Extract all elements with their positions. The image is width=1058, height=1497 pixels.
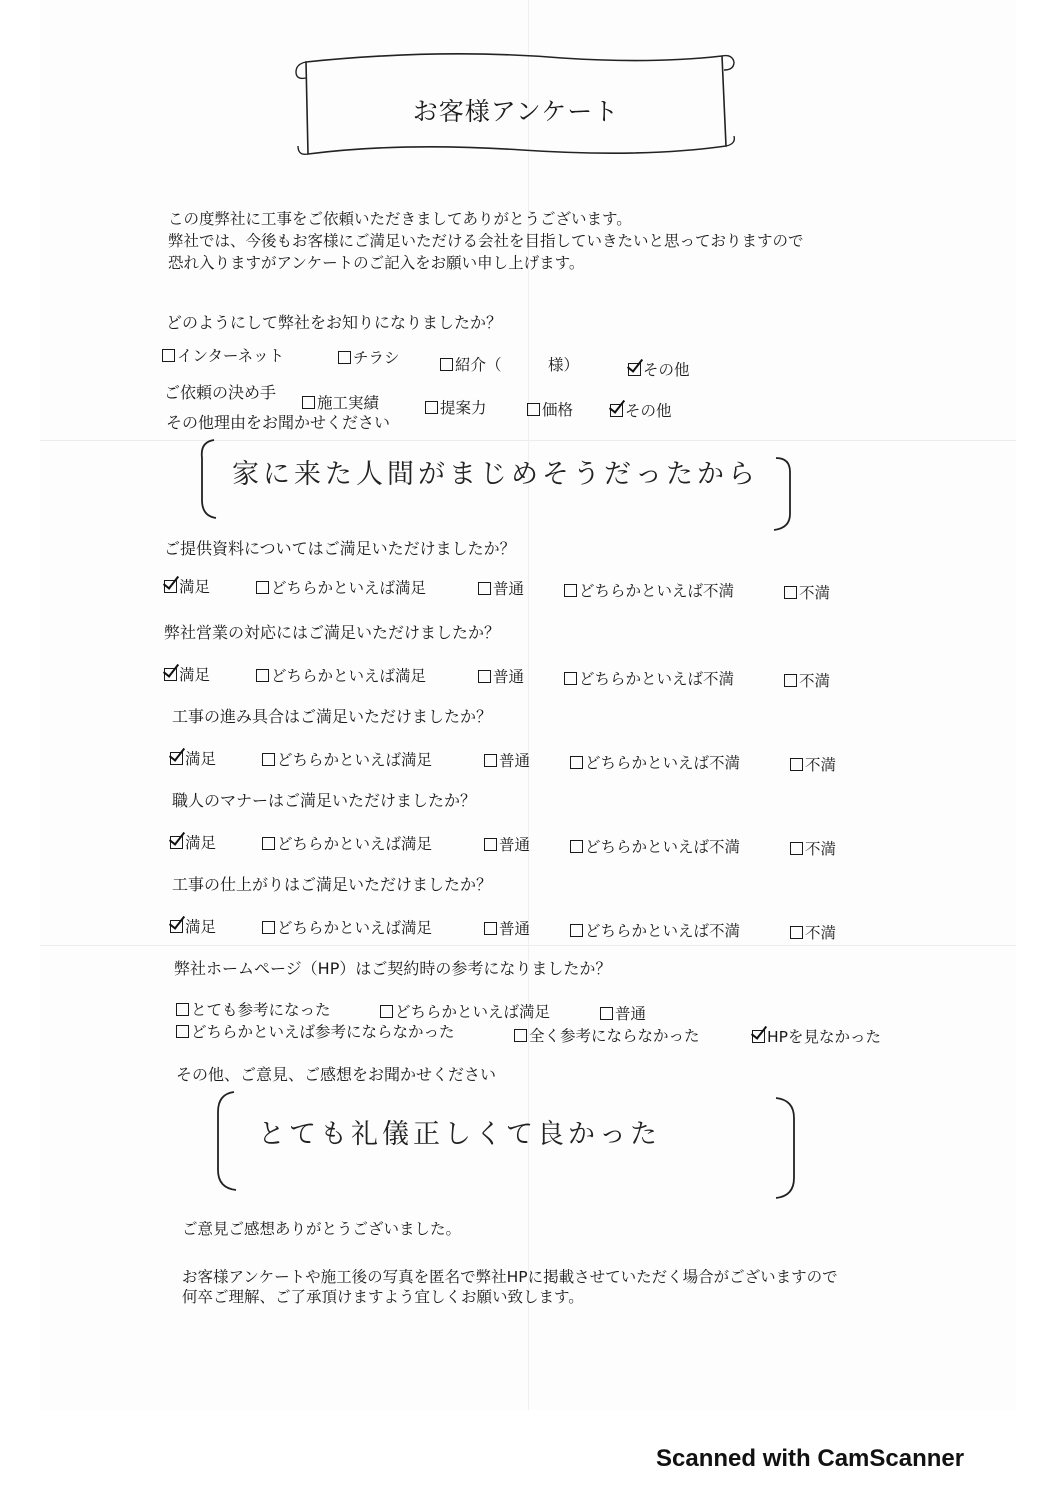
rating-option[interactable]: どちらかといえば満足: [262, 835, 432, 853]
checkbox-checked[interactable]: [170, 752, 183, 765]
checkbox[interactable]: [570, 924, 583, 937]
checkbox[interactable]: [600, 1007, 613, 1020]
closing-line: ご意見ご感想ありがとうございました。: [182, 1220, 462, 1238]
rating-option[interactable]: 満足: [170, 834, 216, 852]
reason-answer[interactable]: 家に来た人間がまじめそうだったから: [232, 459, 759, 490]
checkbox[interactable]: [564, 584, 577, 597]
question-decision: ご依頼の決め手: [164, 383, 277, 402]
right-bracket: [772, 1094, 800, 1202]
closing-line: お客様アンケートや施工後の写真を匿名で弊社HPに掲載させていただく場合がございますので: [182, 1268, 838, 1286]
rating-option[interactable]: どちらかといえば不満: [564, 582, 734, 600]
checkbox[interactable]: [176, 1025, 189, 1038]
rating-option[interactable]: どちらかといえば不満: [564, 670, 734, 688]
checkbox[interactable]: [527, 403, 540, 416]
checkbox[interactable]: [790, 842, 803, 855]
rating-option[interactable]: 満足: [164, 578, 210, 596]
checkbox[interactable]: [338, 351, 351, 364]
checkbox[interactable]: [440, 358, 453, 371]
question-source: どのようにして弊社をお知りになりましたか？: [166, 313, 503, 332]
option-price[interactable]: 価格: [527, 401, 573, 419]
checkbox[interactable]: [790, 926, 803, 939]
rating-option[interactable]: 満足: [170, 750, 216, 768]
rating-question: 工事の進み具合はご満足いただけましたか？: [172, 707, 493, 726]
option-proposal[interactable]: 提案力: [425, 399, 487, 417]
option-hp-neutral[interactable]: 普通: [600, 1005, 646, 1023]
checkbox-checked[interactable]: [164, 668, 177, 681]
rating-question: 職人のマナーはご満足いただけましたか？: [172, 791, 477, 810]
checkbox-checked[interactable]: [628, 363, 641, 376]
title-banner: [292, 50, 740, 168]
checkbox[interactable]: [564, 672, 577, 685]
checkbox[interactable]: [425, 401, 438, 414]
option-hp-not-helpful[interactable]: どちらかといえば参考にならなかった: [176, 1023, 455, 1041]
rating-option[interactable]: どちらかといえば満足: [262, 751, 432, 769]
rating-option[interactable]: どちらかといえば満足: [256, 579, 426, 597]
option-other[interactable]: その他: [628, 361, 690, 379]
rating-option[interactable]: 不満: [790, 756, 836, 774]
rating-option[interactable]: どちらかといえば満足: [262, 919, 432, 937]
rating-option[interactable]: 満足: [164, 666, 210, 684]
rating-question: 弊社営業の対応にはご満足いただけましたか？: [164, 623, 501, 642]
checkbox[interactable]: [256, 669, 269, 682]
rating-option[interactable]: どちらかといえば不満: [570, 922, 740, 940]
intro-line: 恐れ入りますがアンケートのご記入をお願い申し上げます。: [168, 254, 585, 272]
option-track-record[interactable]: 施工実績: [302, 394, 379, 412]
checkbox[interactable]: [484, 838, 497, 851]
intro-line: この度弊社に工事をご依頼いただきましてありがとうございます。: [168, 210, 632, 228]
checkbox[interactable]: [262, 921, 275, 934]
rating-option[interactable]: どちらかといえば不満: [570, 838, 740, 856]
rating-option[interactable]: 普通: [484, 920, 530, 938]
checkbox[interactable]: [570, 756, 583, 769]
checkbox-checked[interactable]: [170, 836, 183, 849]
reason-prompt: その他理由をお聞かせください: [166, 413, 391, 432]
rating-option[interactable]: 普通: [478, 668, 524, 686]
checkbox[interactable]: [570, 840, 583, 853]
rating-question: ご提供資料についてはご満足いただけましたか？: [164, 539, 516, 558]
question-hp: 弊社ホームページ（HP）はご契約時の参考になりましたか？: [174, 959, 612, 978]
checkbox[interactable]: [478, 670, 491, 683]
checkbox[interactable]: [484, 922, 497, 935]
checkbox-checked[interactable]: [170, 920, 183, 933]
checkbox[interactable]: [784, 674, 797, 687]
checkbox[interactable]: [176, 1003, 189, 1016]
rating-option[interactable]: どちらかといえば満足: [256, 667, 426, 685]
checkbox[interactable]: [784, 586, 797, 599]
option-flyer[interactable]: チラシ: [338, 349, 400, 367]
rating-option[interactable]: 不満: [790, 840, 836, 858]
rating-option[interactable]: 普通: [478, 580, 524, 598]
left-bracket: [196, 438, 218, 522]
page-title: お客様アンケート: [412, 97, 620, 126]
comment-prompt: その他、ご意見、ご感想をお聞かせください: [176, 1065, 497, 1084]
checkbox-checked[interactable]: [610, 404, 623, 417]
rating-question: 工事の仕上がりはご満足いただけましたか？: [172, 875, 493, 894]
checkbox[interactable]: [790, 758, 803, 771]
comment-answer[interactable]: とても礼儀正しくて良かった: [258, 1119, 661, 1150]
option-other[interactable]: その他: [610, 402, 672, 420]
right-bracket: [772, 454, 798, 534]
checkbox[interactable]: [256, 581, 269, 594]
option-hp-not-at-all[interactable]: 全く参考にならなかった: [514, 1027, 700, 1045]
rating-option[interactable]: 不満: [784, 672, 830, 690]
checkbox[interactable]: [514, 1029, 527, 1042]
option-internet[interactable]: インターネット: [162, 347, 284, 365]
rating-option[interactable]: 不満: [790, 924, 836, 942]
intro-line: 弊社では、今後もお客様にご満足いただける会社を目指していきたいと思っておりますので: [168, 232, 804, 250]
checkbox[interactable]: [380, 1005, 393, 1018]
camscanner-watermark: Scanned with CamScanner: [656, 1445, 965, 1472]
checkbox[interactable]: [478, 582, 491, 595]
option-hp-somewhat[interactable]: どちらかといえば満足: [380, 1003, 550, 1021]
rating-option[interactable]: 不満: [784, 584, 830, 602]
rating-option[interactable]: 普通: [484, 836, 530, 854]
checkbox-checked[interactable]: [164, 580, 177, 593]
left-bracket: [212, 1090, 238, 1194]
checkbox[interactable]: [302, 396, 315, 409]
closing-line: 何卒ご理解、ご了承頂けますよう宜しくお願い致します。: [182, 1288, 584, 1306]
rating-option[interactable]: どちらかといえば不満: [570, 754, 740, 772]
checkbox[interactable]: [262, 837, 275, 850]
option-hp-did-not-see[interactable]: HPを見なかった: [752, 1028, 881, 1046]
rating-option[interactable]: 満足: [170, 918, 216, 936]
checkbox[interactable]: [262, 753, 275, 766]
option-hp-very-helpful[interactable]: とても参考になった: [176, 1001, 331, 1019]
rating-option[interactable]: 普通: [484, 752, 530, 770]
checkbox[interactable]: [484, 754, 497, 767]
option-referral[interactable]: 紹介（ 様）: [440, 356, 579, 374]
checkbox[interactable]: [162, 349, 175, 362]
checkbox-checked[interactable]: [752, 1030, 765, 1043]
